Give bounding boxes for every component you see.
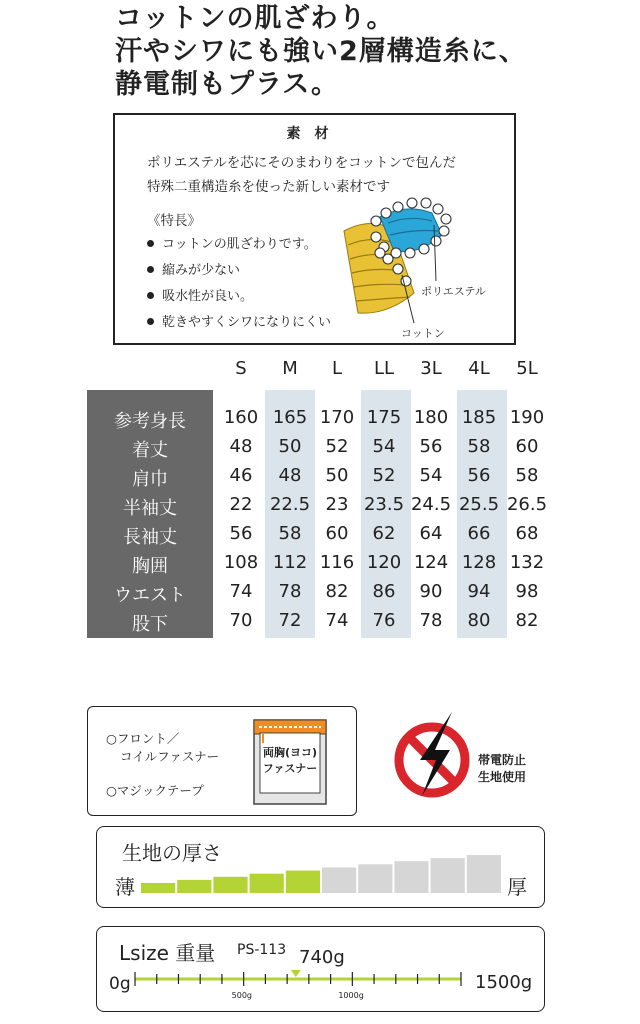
velcro-label: ○マジックテープ (106, 783, 204, 798)
table-cell: 72 (278, 610, 302, 631)
table-cell: 170 (319, 407, 355, 428)
thickness-gauge (96, 826, 545, 908)
table-cell: 60 (515, 436, 539, 457)
table-cell: 116 (319, 552, 355, 573)
table-cell: 108 (223, 552, 259, 573)
table-cell: 26.5 (506, 494, 548, 515)
fiber-structure-icon (340, 195, 460, 335)
table-cell: 98 (515, 581, 539, 602)
fastener-info-box (87, 706, 357, 816)
table-cell: 94 (467, 581, 491, 602)
table-cell: 62 (372, 523, 396, 544)
bullet-icon (147, 318, 154, 325)
table-cell: 74 (229, 581, 253, 602)
model-number: PS-113 (237, 942, 287, 958)
features-list (147, 232, 331, 336)
headline (115, 2, 527, 101)
thickness-bar-filled (250, 874, 284, 893)
table-cell: 68 (515, 523, 539, 544)
table-cell: 82 (515, 610, 539, 631)
size-header: LL (373, 358, 395, 379)
table-cell: 86 (372, 581, 396, 602)
row-label-waist: ウエスト (114, 585, 186, 606)
thickness-bar-empty (358, 864, 392, 893)
weight-tick-label: 500g (231, 991, 253, 1000)
table-cell: 78 (278, 581, 302, 602)
table-cell: 54 (419, 465, 443, 486)
bullet-icon (147, 240, 154, 247)
table-cell: 80 (467, 610, 491, 631)
table-cell: 56 (229, 523, 253, 544)
front-fastener-type: コイルファスナー (120, 749, 220, 764)
size-header: 4L (468, 358, 490, 379)
table-cell: 23 (325, 494, 349, 515)
material-description (147, 151, 456, 199)
table-cell: 48 (278, 465, 302, 486)
material-title: 素材 (286, 126, 343, 142)
table-cell: 74 (325, 610, 349, 631)
thickness-bar-filled (213, 877, 247, 893)
table-cell: 78 (419, 610, 443, 631)
table-cell: 25.5 (458, 494, 500, 515)
pocket-label (258, 745, 322, 777)
table-cell: 70 (229, 610, 253, 631)
thickness-bar-filled (141, 883, 175, 893)
polyester-label: ポリエステル (421, 285, 487, 298)
table-cell: 82 (325, 581, 349, 602)
pocket-label-line: 両胸(ヨコ) (262, 746, 318, 759)
thickness-bar-empty (394, 861, 428, 893)
thickness-title: 生地の厚さ (122, 841, 222, 865)
weight-min-label: 0g (109, 974, 131, 994)
table-cell: 120 (366, 552, 402, 573)
feature-item: コットンの肌ざわりです。 (147, 232, 331, 258)
row-label-length: 着丈 (132, 440, 168, 461)
table-cell: 22.5 (269, 494, 311, 515)
weight-scale (96, 926, 545, 1012)
thickness-bar-empty (322, 867, 356, 893)
size-header: S (235, 358, 247, 379)
table-cell: 50 (278, 436, 302, 457)
table-cell: 46 (229, 465, 253, 486)
table-cell: 24.5 (410, 494, 452, 515)
table-cell: 22 (229, 494, 253, 515)
table-cell: 165 (272, 407, 308, 428)
row-label-long-sleeve: 長袖丈 (123, 527, 177, 548)
table-cell: 160 (223, 407, 259, 428)
size-header: 5L (516, 358, 538, 379)
table-cell: 112 (272, 552, 308, 573)
table-cell: 180 (413, 407, 449, 428)
headline-line-3: 静電制もプラス。 (115, 69, 339, 100)
thickness-bar-filled (177, 880, 211, 893)
table-cell: 50 (325, 465, 349, 486)
table-cell: 52 (325, 436, 349, 457)
headline-line-1: コットンの肌ざわり。 (115, 3, 395, 34)
thickness-bar-empty (467, 855, 501, 893)
table-cell: 66 (467, 523, 491, 544)
material-description-line: ポリエステルを芯にそのまわりをコットンで包んだ (147, 155, 457, 171)
material-description-line: 特殊二重構造糸を使った新しい素材です (147, 179, 390, 195)
row-label-height: 参考身長 (114, 411, 186, 432)
bullet-icon (147, 266, 154, 273)
table-cell: 58 (467, 436, 491, 457)
thickness-bars (141, 855, 503, 897)
table-cell: 175 (366, 407, 402, 428)
row-label-chest: 胸囲 (132, 556, 168, 577)
table-cell: 54 (372, 436, 396, 457)
cotton-label: コットン (401, 327, 445, 340)
thickness-bar-filled (286, 871, 320, 893)
table-cell: 23.5 (363, 494, 405, 515)
table-cell: 124 (413, 552, 449, 573)
table-cell: 185 (461, 407, 497, 428)
weight-marker (291, 970, 301, 977)
thickness-thick-label: 厚 (507, 875, 527, 899)
feature-item: 吸水性が良い。 (147, 284, 331, 310)
thickness-bar-empty (431, 858, 465, 893)
table-cell: 58 (515, 465, 539, 486)
weight-title: Lsize 重量 (119, 941, 216, 965)
size-header: M (282, 358, 298, 379)
weight-max-label: 1500g (475, 972, 533, 993)
row-label-short-sleeve: 半袖丈 (123, 498, 177, 519)
table-cell: 128 (461, 552, 497, 573)
table-cell: 56 (419, 436, 443, 457)
size-header: 3L (420, 358, 442, 379)
material-info-box (113, 113, 516, 345)
bullet-icon (147, 292, 154, 299)
size-header: L (331, 358, 343, 379)
row-label-shoulder: 肩巾 (132, 469, 168, 490)
table-cell: 190 (509, 407, 545, 428)
table-cell: 52 (372, 465, 396, 486)
antistatic-label-line: 帯電防止 (478, 753, 527, 767)
antistatic-label (478, 752, 526, 786)
table-cell: 76 (372, 610, 396, 631)
table-cell: 60 (325, 523, 349, 544)
table-cell: 58 (278, 523, 302, 544)
table-cell: 132 (509, 552, 545, 573)
feature-item: 乾きやすくシワになりにくい (147, 310, 331, 336)
table-cell: 64 (419, 523, 443, 544)
features-title: 《特長》 (147, 213, 201, 229)
table-cell: 48 (229, 436, 253, 457)
pocket-label-line: ファスナー (262, 762, 318, 775)
row-label-inseam: 股下 (132, 614, 168, 635)
table-cell: 56 (467, 465, 491, 486)
weight-scale-line (131, 967, 467, 991)
thickness-thin-label: 薄 (115, 875, 135, 899)
no-static-icon (392, 710, 474, 800)
weight-value: 740g (299, 947, 345, 968)
feature-item: 縮みが少ない (147, 258, 331, 284)
antistatic-label-line: 生地使用 (478, 770, 527, 784)
headline-line-2: 汗やシワにも強い2層構造糸に、 (115, 36, 527, 67)
front-fastener-label: ○フロント／ (106, 731, 180, 746)
table-cell: 90 (419, 581, 443, 602)
weight-tick-label: 1000g (338, 991, 364, 1000)
